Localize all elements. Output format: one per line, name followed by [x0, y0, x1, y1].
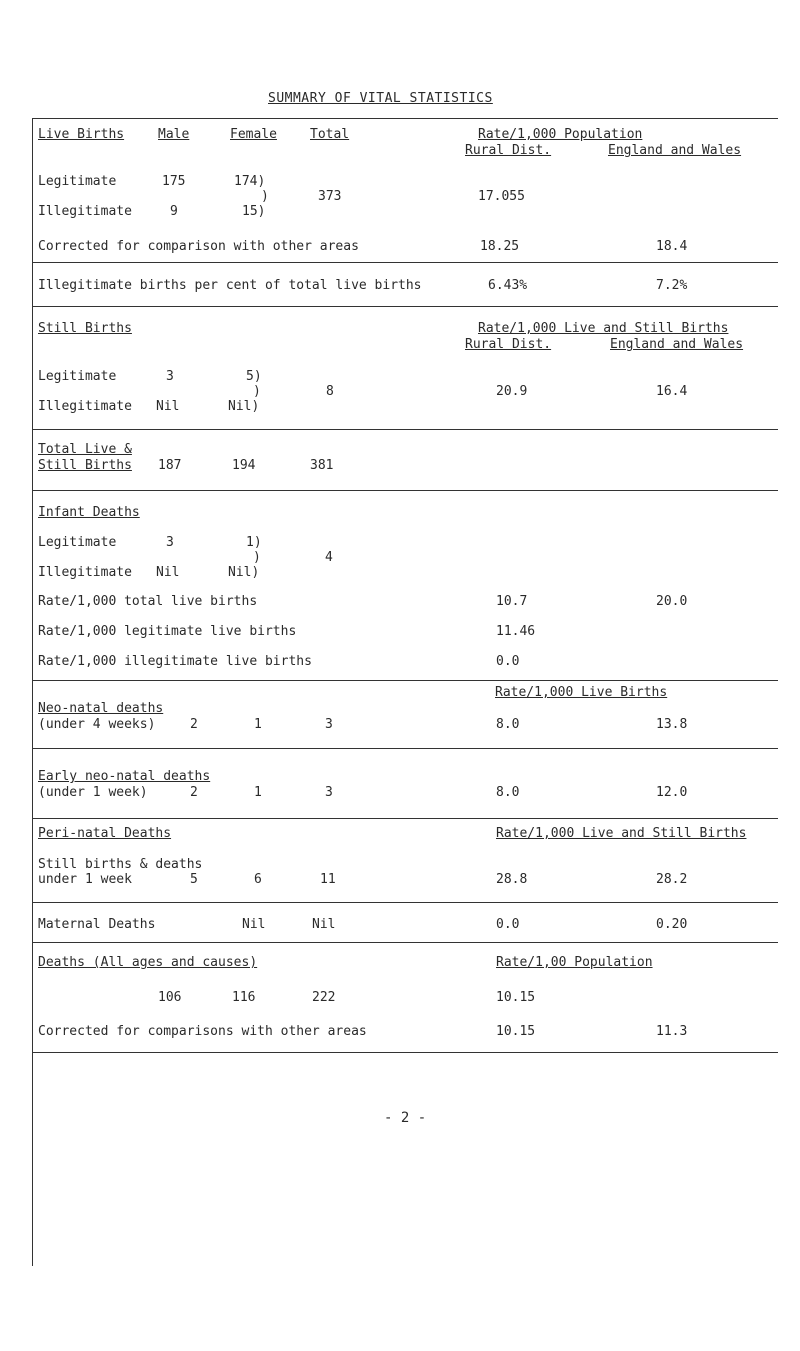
live-births-heading: Live Births — [38, 127, 125, 142]
illegit-pct-label: Illegitimate births per cent of total live births — [38, 278, 422, 293]
infant-rate-illegit-rural: 0.0 — [496, 654, 520, 669]
still-births-heading: Still Births — [38, 321, 132, 336]
still-illegit-label: Illegitimate — [38, 399, 132, 414]
still-rate-england-header: England and Wales — [610, 337, 744, 352]
neonatal-rate-heading: Rate/1,000 Live Births — [495, 685, 668, 700]
neonatal-female: 1 — [254, 717, 262, 732]
early-neonatal-male: 2 — [190, 785, 198, 800]
still-births-total: 8 — [326, 384, 334, 399]
infant-rate-legit-rural: 11.46 — [496, 624, 536, 639]
early-neonatal-england: 12.0 — [656, 785, 688, 800]
rule-2 — [32, 306, 778, 307]
corrected-rural: 18.25 — [480, 239, 520, 254]
maternal-total: Nil — [312, 917, 336, 932]
illegit-pct-england: 7.2% — [656, 278, 688, 293]
infant-legit-male: 3 — [166, 535, 174, 550]
perinatal-rate-heading: Rate/1,000 Live and Still Births — [496, 826, 747, 841]
col-male-header: Male — [158, 127, 190, 142]
maternal-female: Nil — [242, 917, 266, 932]
maternal-england: 0.20 — [656, 917, 688, 932]
rule-7 — [32, 818, 778, 819]
early-neonatal-female: 1 — [254, 785, 262, 800]
illegit-pct-rural: 6.43% — [488, 278, 528, 293]
rule-top — [32, 118, 778, 119]
infant-illegit-female: Nil) — [228, 565, 260, 580]
perinatal-female: 6 — [254, 872, 262, 887]
page-title: SUMMARY OF VITAL STATISTICS — [268, 91, 493, 106]
total-live-still-label-2: Still Births — [38, 458, 132, 473]
rule-1 — [32, 262, 778, 263]
deaths-all-rural: 10.15 — [496, 990, 536, 1005]
early-neonatal-label-2: (under 1 week) — [38, 785, 148, 800]
total-live-still-total: 381 — [310, 458, 334, 473]
infant-rate-illegit-label: Rate/1,000 illegitimate live births — [38, 654, 312, 669]
col-female-header: Female — [230, 127, 277, 142]
illegit-male: 9 — [170, 204, 178, 219]
still-legit-label: Legitimate — [38, 369, 117, 384]
legit-label: Legitimate — [38, 174, 117, 189]
early-neonatal-rural: 8.0 — [496, 785, 520, 800]
live-births-rural-rate: 17.055 — [478, 189, 525, 204]
still-rate-rural-header: Rural Dist. — [465, 337, 552, 352]
early-neonatal-label-1: Early neo-natal deaths — [38, 769, 211, 784]
total-live-still-label-1: Total Live & — [38, 442, 132, 457]
deaths-all-total: 222 — [312, 990, 336, 1005]
legit-female: 174) — [234, 174, 266, 189]
perinatal-rural: 28.8 — [496, 872, 528, 887]
infant-rate-total-rural: 10.7 — [496, 594, 528, 609]
deaths-corrected-rural: 10.15 — [496, 1024, 536, 1039]
infant-illegit-label: Illegitimate — [38, 565, 132, 580]
rate-england-header: England and Wales — [608, 143, 742, 158]
neonatal-label-2: (under 4 weeks) — [38, 717, 156, 732]
total-live-still-female: 194 — [232, 458, 256, 473]
neonatal-england: 13.8 — [656, 717, 688, 732]
still-england-rate: 16.4 — [656, 384, 688, 399]
rate-rural-header: Rural Dist. — [465, 143, 552, 158]
infant-illegit-male: Nil — [156, 565, 180, 580]
neonatal-label-1: Neo-natal deaths — [38, 701, 164, 716]
perinatal-england: 28.2 — [656, 872, 688, 887]
infant-rate-legit-label: Rate/1,000 legitimate live births — [38, 624, 297, 639]
neonatal-rural: 8.0 — [496, 717, 520, 732]
still-legit-male: 3 — [166, 369, 174, 384]
maternal-label: Maternal Deaths — [38, 917, 156, 932]
still-brace: ) — [253, 384, 261, 399]
rule-6 — [32, 748, 778, 749]
rule-3 — [32, 429, 778, 430]
infant-deaths-total: 4 — [325, 550, 333, 565]
still-illegit-female: Nil) — [228, 399, 260, 414]
perinatal-label-1: Still births & deaths — [38, 857, 203, 872]
deaths-corrected-england: 11.3 — [656, 1024, 688, 1039]
neonatal-total: 3 — [325, 717, 333, 732]
rule-9 — [32, 942, 778, 943]
deaths-all-heading: Deaths (All ages and causes) — [38, 955, 258, 970]
legit-male: 175 — [162, 174, 186, 189]
live-births-total: 373 — [318, 189, 342, 204]
still-illegit-male: Nil — [156, 399, 180, 414]
deaths-all-female: 116 — [232, 990, 256, 1005]
perinatal-label-2: under 1 week — [38, 872, 132, 887]
deaths-corrected-label: Corrected for comparisons with other areas — [38, 1024, 367, 1039]
early-neonatal-total: 3 — [325, 785, 333, 800]
total-live-still-male: 187 — [158, 458, 182, 473]
col-total-header: Total — [310, 127, 350, 142]
deaths-all-rate-heading: Rate/1,00 Population — [496, 955, 653, 970]
still-rate-heading: Rate/1,000 Live and Still Births — [478, 321, 729, 336]
infant-deaths-heading: Infant Deaths — [38, 505, 140, 520]
infant-legit-female: 1) — [246, 535, 262, 550]
still-rural-rate: 20.9 — [496, 384, 528, 399]
perinatal-male: 5 — [190, 872, 198, 887]
infant-rate-total-label: Rate/1,000 total live births — [38, 594, 258, 609]
perinatal-heading: Peri-natal Deaths — [38, 826, 172, 841]
rule-4 — [32, 490, 778, 491]
infant-brace: ) — [253, 550, 261, 565]
perinatal-total: 11 — [320, 872, 336, 887]
brace: ) — [261, 189, 269, 204]
still-legit-female: 5) — [246, 369, 262, 384]
rule-8 — [32, 902, 778, 903]
neonatal-male: 2 — [190, 717, 198, 732]
illegit-female: 15) — [242, 204, 266, 219]
page-number: - 2 - — [384, 1110, 427, 1126]
deaths-all-male: 106 — [158, 990, 182, 1005]
rule-bottom — [32, 1052, 778, 1053]
infant-rate-total-england: 20.0 — [656, 594, 688, 609]
illegit-label: Illegitimate — [38, 204, 132, 219]
rule-5 — [32, 680, 778, 681]
corrected-england: 18.4 — [656, 239, 688, 254]
infant-legit-label: Legitimate — [38, 535, 117, 550]
left-border — [32, 118, 33, 1266]
maternal-rural: 0.0 — [496, 917, 520, 932]
rate-heading: Rate/1,000 Population — [478, 127, 643, 142]
corrected-label: Corrected for comparison with other areas — [38, 239, 359, 254]
